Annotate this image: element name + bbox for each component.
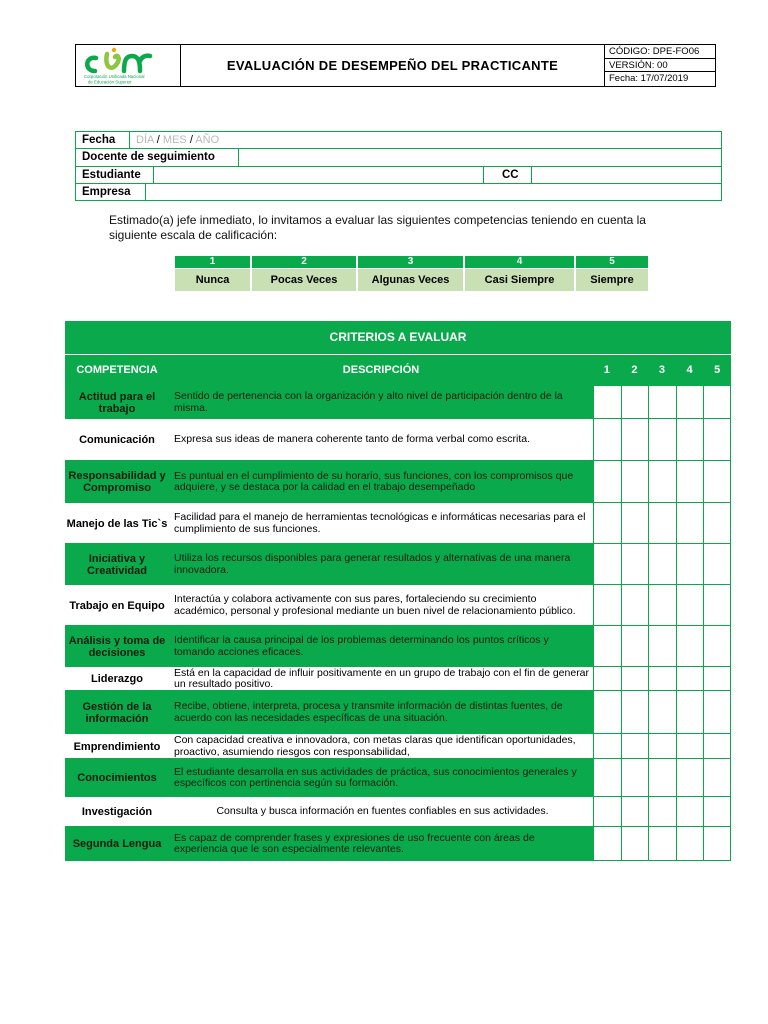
table-row bbox=[65, 503, 731, 544]
estudiante-row bbox=[76, 167, 721, 184]
descripcion-column-header: DESCRIPCIÓN bbox=[342, 364, 420, 376]
scale-number: 3 bbox=[358, 256, 463, 268]
fecha-label: Fecha bbox=[76, 132, 130, 148]
competencia-cell: Responsabilidad y Compromiso bbox=[65, 461, 169, 503]
descripcion-cell: Es puntual en el cumplimiento de su horario, sus funciones, con los compromisos que adquiere, y se destaca por la calidad en el trabajo desempeñado bbox=[169, 461, 593, 503]
table-row bbox=[65, 626, 731, 667]
competencia-cell: Análisis y toma de decisiones bbox=[65, 626, 169, 667]
competencia-cell: Actitud para el trabajo bbox=[65, 386, 169, 419]
score-cell[interactable] bbox=[621, 827, 649, 861]
score-cell[interactable] bbox=[703, 626, 731, 667]
score-cell[interactable] bbox=[676, 734, 704, 759]
empresa-row bbox=[76, 184, 721, 201]
score-cell[interactable] bbox=[621, 734, 649, 759]
table-row bbox=[65, 386, 731, 419]
score-cell[interactable] bbox=[648, 734, 676, 759]
score-cell[interactable] bbox=[703, 759, 731, 797]
empresa-field[interactable] bbox=[146, 184, 721, 201]
score-column-header: 1 bbox=[603, 364, 610, 376]
score-cell[interactable] bbox=[593, 626, 621, 667]
score-cell[interactable] bbox=[648, 626, 676, 667]
document-date: Fecha: 17/07/2019 bbox=[609, 73, 689, 85]
descripcion-cell: Utiliza los recursos disponibles para generar resultados y alternativas de una manera innovadora. bbox=[169, 544, 593, 585]
descripcion-cell: Recibe, obtiene, interpreta, procesa y transmite información de distintas fuentes, de acuerdo con las necesidades específicas de una situación. bbox=[169, 691, 593, 734]
score-cell[interactable] bbox=[621, 667, 649, 691]
scale-number: 2 bbox=[252, 256, 356, 268]
table-row bbox=[65, 797, 731, 827]
date-day-placeholder: DÍA bbox=[136, 134, 154, 146]
score-cell[interactable] bbox=[676, 386, 704, 419]
score-cell[interactable] bbox=[621, 585, 649, 626]
score-column-header: 5 bbox=[714, 364, 721, 376]
scale-label: Algunas Veces bbox=[358, 269, 463, 291]
estudiante-label: Estudiante bbox=[76, 167, 154, 183]
score-column-header: 4 bbox=[686, 364, 693, 376]
descripcion-cell: El estudiante desarrolla en sus actividades de práctica, sus conocimientos generales y específicos con pertinencia según su formación. bbox=[169, 759, 593, 797]
score-cell[interactable] bbox=[703, 503, 731, 544]
score-column-header: 2 bbox=[631, 364, 638, 376]
cc-field[interactable] bbox=[532, 167, 721, 183]
score-cell[interactable] bbox=[648, 759, 676, 797]
row-divider bbox=[65, 860, 593, 861]
score-cell[interactable] bbox=[676, 585, 704, 626]
score-column-header: 3 bbox=[658, 364, 666, 376]
competencia-cell: Comunicación bbox=[65, 419, 169, 461]
fecha-row bbox=[76, 132, 721, 149]
score-cell[interactable] bbox=[593, 461, 621, 503]
criteria-title: CRITERIOS A EVALUAR bbox=[65, 321, 731, 354]
descripcion-cell: Expresa sus ideas de manera coherente tanto de forma verbal como escrita. bbox=[169, 419, 593, 461]
score-cell[interactable] bbox=[621, 691, 649, 734]
score-cell[interactable] bbox=[593, 734, 621, 759]
competencia-cell: Manejo de las Tic`s bbox=[65, 503, 169, 544]
criteria-column-header bbox=[65, 355, 731, 386]
score-cell[interactable] bbox=[703, 734, 731, 759]
score-cell[interactable] bbox=[593, 797, 621, 827]
score-cell[interactable] bbox=[593, 759, 621, 797]
competencia-cell: Emprendimiento bbox=[65, 734, 169, 759]
scale-number: 5 bbox=[576, 256, 648, 268]
competencia-cell: Segunda Lengua bbox=[65, 827, 169, 861]
docente-row bbox=[76, 149, 721, 166]
date-year-placeholder: AÑO bbox=[195, 134, 220, 146]
score-cell[interactable] bbox=[676, 691, 704, 734]
scale-label: Siempre bbox=[576, 269, 648, 291]
score-cell[interactable] bbox=[703, 585, 731, 626]
competencia-cell: Conocimientos bbox=[65, 759, 169, 797]
document-code: CÓDIGO: DPE-FO06 bbox=[605, 45, 715, 59]
competencia-column-header: COMPETENCIA bbox=[76, 364, 158, 376]
score-cell[interactable] bbox=[703, 461, 731, 503]
score-cell[interactable] bbox=[648, 585, 676, 626]
score-cell[interactable] bbox=[648, 827, 676, 861]
docente-label: Docente de seguimiento bbox=[76, 149, 239, 165]
score-cell[interactable] bbox=[676, 626, 704, 667]
score-cell[interactable] bbox=[621, 419, 649, 461]
score-cell[interactable] bbox=[703, 419, 731, 461]
estudiante-field[interactable] bbox=[154, 167, 484, 183]
descripcion-cell: Sentido de pertenencia con la organización y alto nivel de participación dentro de la misma. bbox=[169, 386, 593, 419]
table-row bbox=[65, 827, 731, 861]
fecha-field[interactable]: DÍA / MES / AÑO bbox=[136, 134, 220, 146]
document-version: VERSIÓN: 00 bbox=[605, 59, 715, 73]
score-cell[interactable] bbox=[593, 827, 621, 861]
score-cell[interactable] bbox=[648, 419, 676, 461]
score-cell[interactable] bbox=[593, 386, 621, 419]
competencia-cell: Gestión de la información bbox=[65, 691, 169, 734]
table-row bbox=[65, 759, 731, 797]
score-cell[interactable] bbox=[676, 461, 704, 503]
cc-label: CC bbox=[484, 167, 532, 183]
score-cell[interactable] bbox=[676, 419, 704, 461]
table-row bbox=[65, 734, 731, 759]
table-row bbox=[65, 544, 731, 585]
descripcion-cell: Interactúa y colabora activamente con sus pares, fortaleciendo su crecimiento académico, personal y profesional mediante un buen nivel de relacionamiento público. bbox=[169, 585, 593, 626]
score-cell[interactable] bbox=[621, 461, 649, 503]
score-cell[interactable] bbox=[648, 667, 676, 691]
descripcion-cell: Consulta y busca información en fuentes confiables en sus actividades. bbox=[169, 797, 593, 827]
score-cell[interactable] bbox=[703, 667, 731, 691]
student-info-form bbox=[75, 131, 722, 201]
score-cell[interactable] bbox=[593, 544, 621, 585]
document-title: EVALUACIÓN DE DESEMPEÑO DEL PRACTICANTE bbox=[181, 45, 605, 86]
score-cell[interactable] bbox=[703, 544, 731, 585]
score-cell[interactable] bbox=[621, 759, 649, 797]
document-meta bbox=[605, 45, 715, 86]
competencia-cell: Trabajo en Equipo bbox=[65, 585, 169, 626]
score-cell[interactable] bbox=[648, 544, 676, 585]
score-cell[interactable] bbox=[703, 797, 731, 827]
table-row bbox=[65, 461, 731, 503]
descripcion-cell: Facilidad para el manejo de herramientas tecnológicas e informáticas necesarias para el cumplimiento de sus funciones. bbox=[169, 503, 593, 544]
table-row bbox=[65, 667, 731, 691]
intro-text: Estimado(a) jefe inmediato, lo invitamos a evaluar las siguientes competencias teniendo en cuenta la siguiente escala de calificación: bbox=[109, 213, 646, 242]
svg-text:de Educación Superior: de Educación Superior bbox=[88, 79, 132, 85]
scale-label: Nunca bbox=[175, 269, 250, 291]
score-cell[interactable] bbox=[593, 691, 621, 734]
empresa-label: Empresa bbox=[76, 184, 146, 201]
score-cell[interactable] bbox=[593, 667, 621, 691]
table-row bbox=[65, 585, 731, 626]
score-cell[interactable] bbox=[621, 626, 649, 667]
score-cell[interactable] bbox=[621, 386, 649, 419]
score-cell[interactable] bbox=[703, 691, 731, 734]
score-cell[interactable] bbox=[593, 419, 621, 461]
descripcion-cell: Identificar la causa principal de los problemas determinando los puntos críticos y tomando acciones eficaces. bbox=[169, 626, 593, 667]
competencia-cell: Iniciativa y Creatividad bbox=[65, 544, 169, 585]
score-cell[interactable] bbox=[703, 386, 731, 419]
competencia-cell: Investigación bbox=[65, 797, 169, 827]
score-cell[interactable] bbox=[703, 827, 731, 861]
score-cell[interactable] bbox=[593, 503, 621, 544]
svg-text:Corporación Unificada Nacional: Corporación Unificada Nacional bbox=[84, 74, 145, 79]
table-row bbox=[65, 691, 731, 734]
document-header bbox=[75, 44, 716, 87]
scale-number: 1 bbox=[175, 256, 250, 268]
score-cell[interactable] bbox=[676, 503, 704, 544]
score-cell[interactable] bbox=[648, 691, 676, 734]
score-cell[interactable] bbox=[648, 503, 676, 544]
scale-label: Pocas Veces bbox=[252, 269, 356, 291]
score-cell[interactable] bbox=[593, 585, 621, 626]
score-cell[interactable] bbox=[621, 503, 649, 544]
scale-label: Casi Siempre bbox=[465, 269, 574, 291]
score-cell[interactable] bbox=[621, 797, 649, 827]
cun-logo bbox=[76, 45, 181, 86]
docente-field[interactable] bbox=[239, 149, 721, 165]
table-row bbox=[65, 419, 731, 461]
score-cell[interactable] bbox=[676, 759, 704, 797]
score-cell[interactable] bbox=[621, 544, 649, 585]
score-cell[interactable] bbox=[676, 827, 704, 861]
scale-number: 4 bbox=[465, 256, 574, 268]
competencia-cell: Liderazgo bbox=[65, 667, 169, 691]
score-cell[interactable] bbox=[676, 544, 704, 585]
descripcion-cell: Está en la capacidad de influir positivamente en un grupo de trabajo con el fin de generar un resultado positivo. bbox=[169, 667, 593, 691]
descripcion-cell: Con capacidad creativa e innovadora, con metas claras que identifican oportunidades, proactivo, asumiendo riesgos con responsabilidad, bbox=[169, 734, 593, 759]
score-cell[interactable] bbox=[648, 797, 676, 827]
date-month-placeholder: MES bbox=[162, 134, 187, 146]
score-cell[interactable] bbox=[676, 797, 704, 827]
descripcion-cell: Es capaz de comprender frases y expresiones de uso frecuente con áreas de experiencia que le son especialmente relevantes. bbox=[169, 827, 593, 861]
score-cell[interactable] bbox=[648, 386, 676, 419]
score-cell[interactable] bbox=[648, 461, 676, 503]
score-cell[interactable] bbox=[676, 667, 704, 691]
